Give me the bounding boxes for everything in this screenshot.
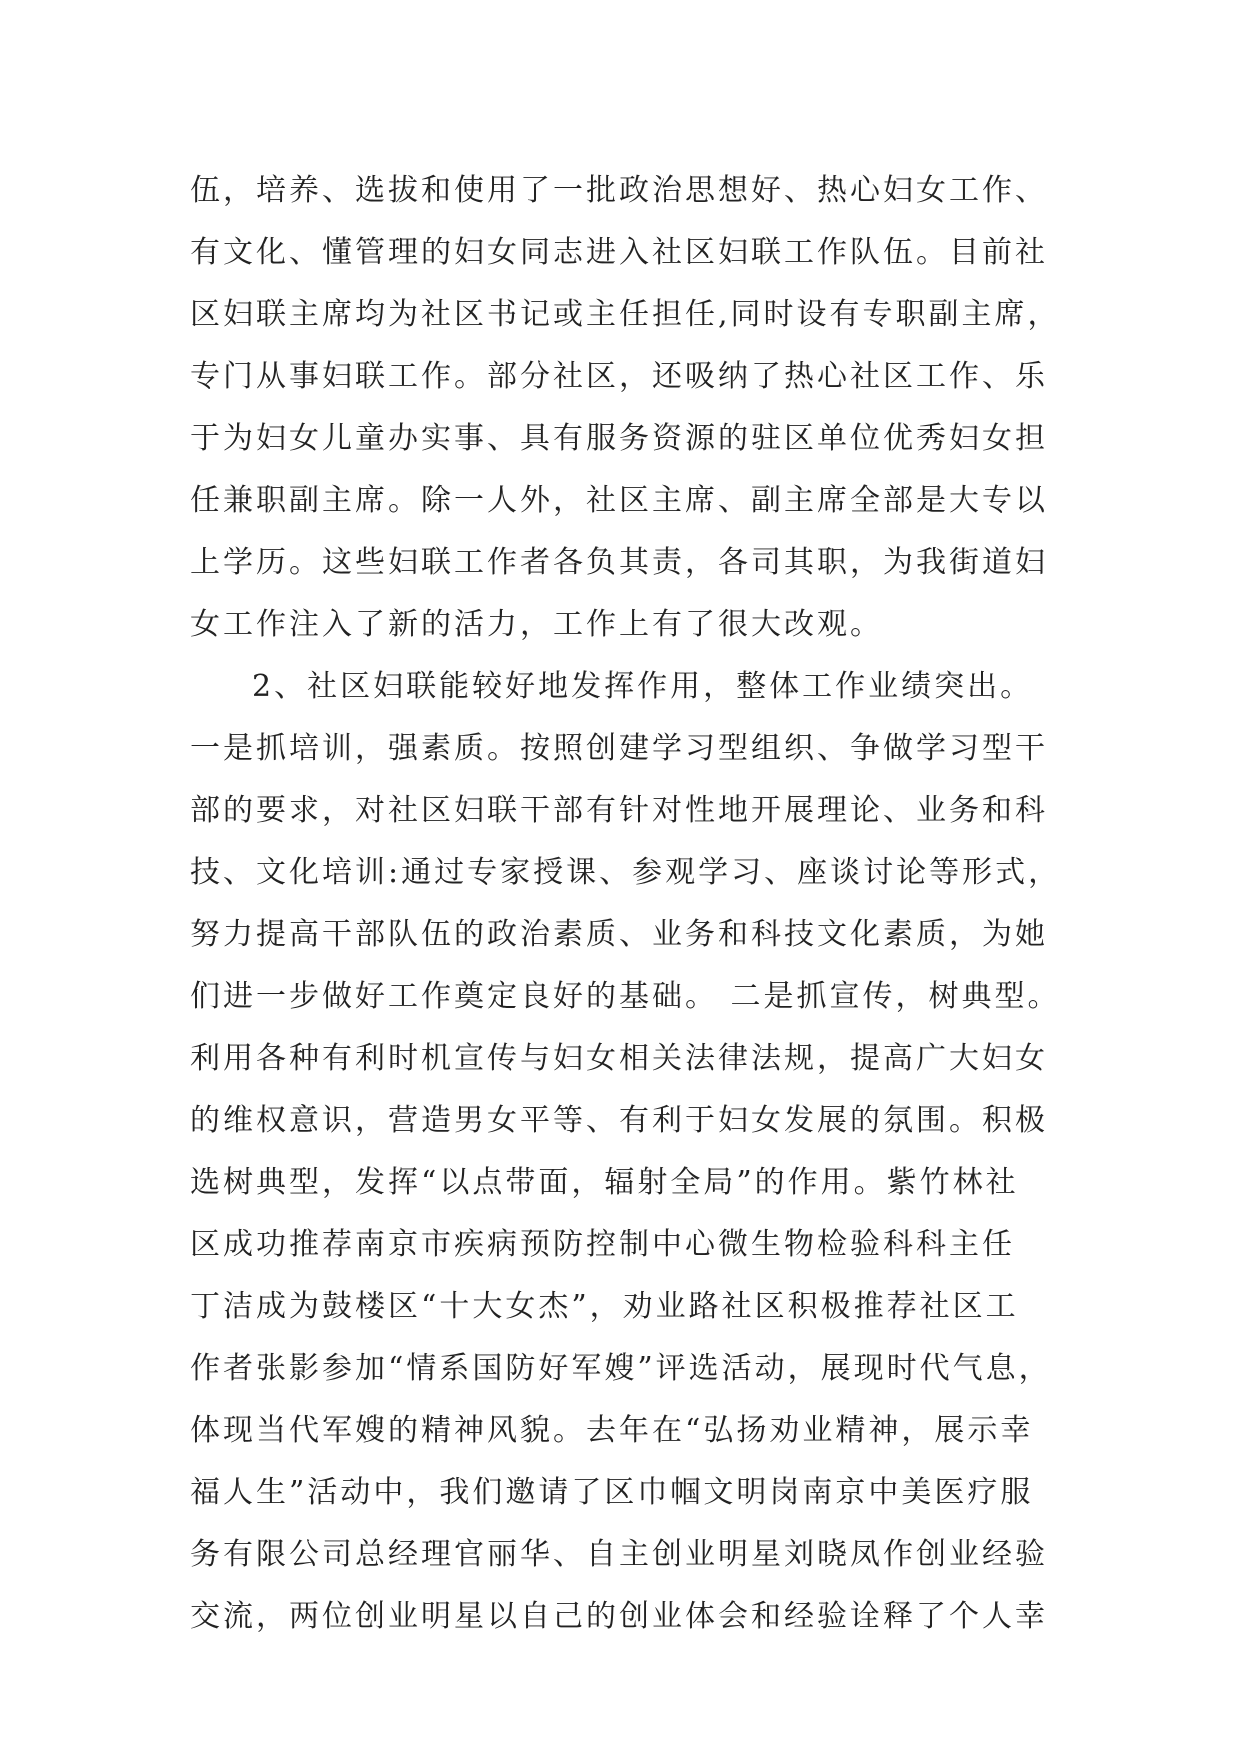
text-line: 技、文化培训:通过专家授课、参观学习、座谈讨论等形式， [190, 855, 1062, 890]
text-line: 体现当代军嫂的精神风貌。去年在“弘扬劝业精神，展示幸 [190, 1413, 1034, 1448]
text-line: 任兼职副主席。除一人外，社区主席、副主席全部是大专以 [190, 483, 1048, 518]
text-line: 福人生”活动中，我们邀请了区巾帼文明岗南京中美医疗服 [190, 1475, 1034, 1510]
text-line: 的维权意识，营造男女平等、有利于妇女发展的氛围。积极 [190, 1103, 1048, 1138]
text-line: 区妇联主席均为社区书记或主任担任,同时设有专职副主席， [190, 297, 1061, 332]
body-text [190, 160, 1070, 1648]
text-line: 务有限公司总经理官丽华、自主创业明星刘晓凤作创业经验 [190, 1537, 1048, 1572]
text-line: 选树典型，发挥“以点带面，辐射全局”的作用。紫竹林社 [190, 1165, 1019, 1200]
text-line: 交流，两位创业明星以自己的创业体会和经验诠释了个人幸 [190, 1599, 1048, 1634]
text-line: 一是抓培训，强素质。按照创建学习型组织、争做学习型干 [190, 731, 1048, 766]
text-line: 利用各种有利时机宣传与妇女相关法律法规，提高广大妇女 [190, 1041, 1048, 1076]
text-line: 伍，培养、选拔和使用了一批政治思想好、热心妇女工作、 [190, 173, 1048, 208]
text-line: 专门从事妇联工作。部分社区，还吸纳了热心社区工作、乐 [190, 359, 1048, 394]
section-heading-line: 2、社区妇联能较好地发挥作用，整体工作业绩突出。 [252, 669, 1034, 704]
text-line: 有文化、懂管理的妇女同志进入社区妇联工作队伍。目前社 [190, 235, 1048, 270]
text-line: 女工作注入了新的活力，工作上有了很大改观。 [190, 607, 883, 642]
text-line: 努力提高干部队伍的政治素质、业务和科技文化素质，为她 [190, 917, 1048, 952]
text-line: 部的要求，对社区妇联干部有针对性地开展理论、业务和科 [190, 793, 1048, 828]
text-line: 上学历。这些妇联工作者各负其责，各司其职，为我街道妇 [190, 545, 1048, 580]
text-line: 丁洁成为鼓楼区“十大女杰”，劝业路社区积极推荐社区工 [190, 1289, 1019, 1324]
text-line: 作者张影参加“情系国防好军嫂”评选活动，展现时代气息， [190, 1351, 1052, 1386]
text-line: 区成功推荐南京市疾病预防控制中心微生物检验科科主任 [190, 1227, 1015, 1262]
text-line: 们进一步做好工作奠定良好的基础。 二是抓宣传，树典型。 [190, 979, 1061, 1014]
text-line: 于为妇女儿童办实事、具有服务资源的驻区单位优秀妇女担 [190, 421, 1048, 456]
